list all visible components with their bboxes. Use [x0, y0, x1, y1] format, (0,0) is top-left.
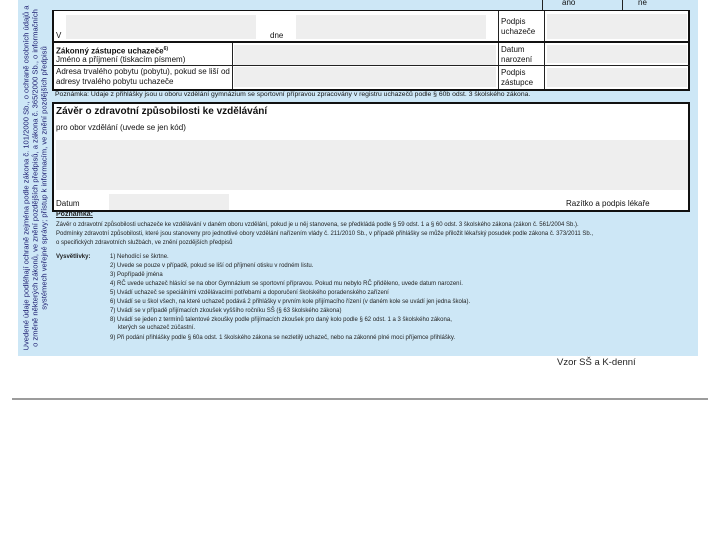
form-model-label: Vzor SŠ a K-denní: [557, 357, 636, 368]
explanations-title: Vysvětlivky:: [56, 254, 91, 260]
guardian-dob-label: Datum narození: [501, 45, 533, 64]
remark-line: Závěr o zdravotní způsobilosti uchazeče ke vzdělávání v daném oboru vzdělání, pokud je u něj stanovena, se předkládá podle § 59 odst. 1 a § 60 odst. 3 školského zákona (zákon č. 561/2004 Sb.).: [56, 222, 579, 228]
page-divider: [12, 398, 708, 400]
explanation-item: 5) Uvádí uchazeč se speciálními vzdělávacími potřebami a doporučení školského poradenského zařízení: [110, 290, 389, 296]
explanation-item: 4) RČ uvede uchazeč hlásící se na obor Gymnázium se sportovní přípravou. Pokud mu nebylo RČ přiděleno, uvede datum narození.: [110, 281, 463, 287]
health-title: Závěr o zdravotní způsobilosti ke vzdělávání: [56, 106, 268, 117]
remark-line: Podmínky zdravotní způsobilosti, které jsou stanoveny pro jednotlivé obory vzdělání nařízením vlády č. 211/2010 Sb., v případě přihlášky se může přiložit lékařský posudek podle zákona č. 373/2011 Sb.,: [56, 231, 594, 237]
guardian-title: Zákonný zástupce uchazeče$^{6)}$: [56, 46, 169, 56]
guardian-signature-label: Podpis zástupce: [501, 68, 534, 87]
guardian-name-field[interactable]: [234, 45, 496, 65]
place-field[interactable]: [66, 15, 256, 39]
explanation-item: 1) Nehodící se škrtne.: [110, 254, 169, 260]
health-date-label: Datum: [56, 199, 80, 208]
study-field-label: pro obor vzdělání (uvede se jen kód): [56, 123, 186, 132]
place-label: V: [56, 31, 62, 40]
remark-line: o specifických zdravotních službách, ve znění pozdějších předpisů: [56, 240, 233, 246]
explanation-item: 3) Popřípadě jména: [110, 272, 163, 278]
explanation-item: 6) Uvádí se u škol všech, na které uchazeč podává 2 přihlášky v prvním kole přijímacího řízení (v daném kole se uvádí jen jedna škola).: [110, 299, 471, 305]
explanation-item: kterých se uchazeč zúčastní.: [118, 325, 196, 331]
no-label: ne: [638, 0, 647, 7]
guardian-name-label: Jméno a příjmení (tiskacím písmem): [56, 55, 186, 64]
guardian-address-label: Adresa trvalého pobytu (pobytu), pokud se liší od adresy trvalého pobytu uchazeče: [56, 67, 230, 86]
guardian-address-field[interactable]: [234, 67, 496, 87]
remarks-title: Poznámka:: [56, 211, 93, 218]
applicant-signature-field[interactable]: [547, 14, 687, 39]
explanation-item: 8) Uvádí se jeden z termínů talentové zkoušky podle přijímacích zkoušek pro daný kolo podle § 62 odst. 1 a 3 školského zákona,: [110, 317, 452, 323]
health-statement-field[interactable]: [56, 140, 688, 190]
guardian-section: [52, 41, 690, 91]
explanation-item: 2) Uvede se pouze v případě, pokud se liší od příjmení otisku v rodném listu.: [110, 263, 314, 269]
applicant-signature-label: Podpis uchazeče: [501, 17, 536, 36]
guardian-signature-field[interactable]: [547, 68, 687, 87]
guardian-dob-field[interactable]: [547, 45, 687, 63]
registry-note: Poznámka: Údaje z přihlášky jsou u oboru vzdělání gymnázium se sportovní přípravou zpracovány v registru uchazečů podle § 60b odst. 3 školského zákona.: [55, 91, 531, 98]
doctor-stamp-label: Razítko a podpis lékaře: [566, 199, 650, 208]
health-date-field[interactable]: [109, 194, 229, 210]
date-field[interactable]: [296, 15, 486, 39]
explanation-item: 7) Uvádí se v případě přijímacích zkoušek vyššího ročníku SŠ (§ 63 školského zákona): [110, 308, 342, 314]
side-note: Uvedené údaje podléhají ochraně zejména podle zákona č. 101/2000 Sb., o ochraně osobních údajů a o změně některých zákonů, ve znění pozdějších předpisů, a zákona č. 365/2000 Sb., o informačních systémech veřejné správy; přístup k informacím, ve znění pozdějších předpisů: [21, 5, 49, 351]
side-note-strip: [18, 0, 52, 356]
date-label: dne: [270, 31, 284, 40]
explanation-item: 9) Při podání přihlášky podle § 60a odst. 1 školského zákona se nezletilý uchazeč, nebo na zákonné plné moci příjemce přihlášky.: [110, 335, 456, 341]
yes-label: ano: [562, 0, 576, 7]
signature-row: [52, 11, 690, 44]
health-section: [52, 102, 690, 212]
